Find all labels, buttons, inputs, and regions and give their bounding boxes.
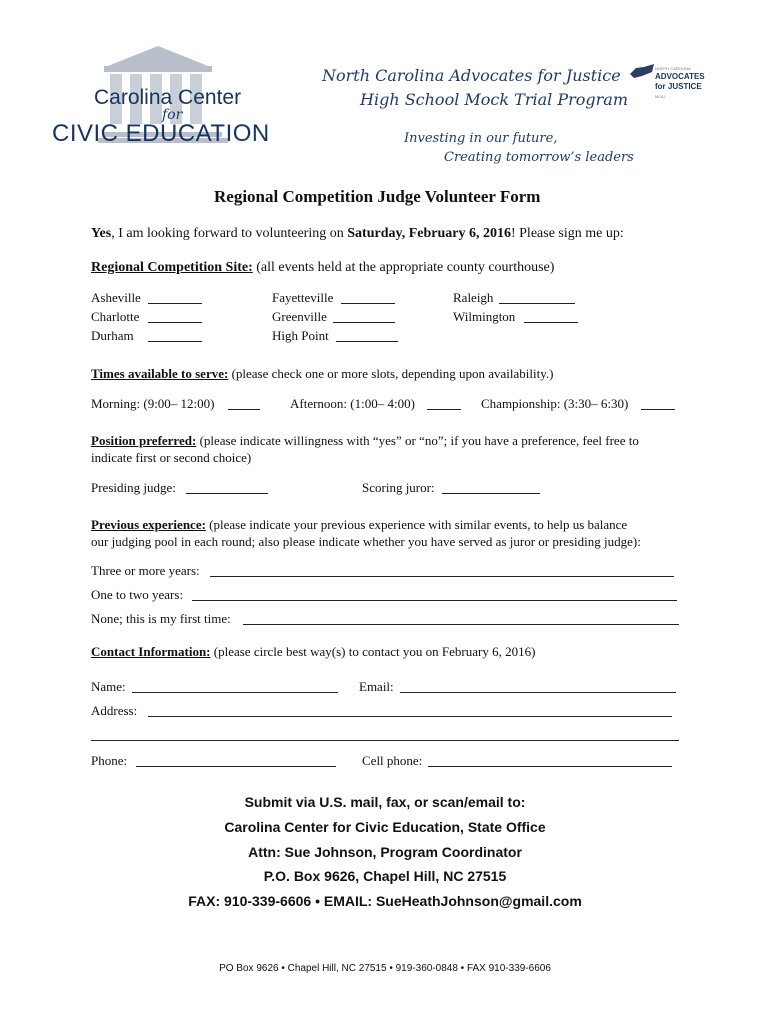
scoring-juror-field[interactable]: [442, 493, 540, 494]
site-high-point-label: High Point: [272, 328, 329, 343]
cell-phone-label: Cell phone:: [362, 753, 423, 768]
address-field-line-2[interactable]: [91, 740, 679, 741]
contact-note: (please circle best way(s) to contact you on February 6, 2016): [210, 644, 536, 659]
exp-three-label: Three or more years:: [91, 563, 200, 578]
intro-line: [91, 226, 624, 242]
ncaj-logo: [630, 56, 705, 112]
email-field[interactable]: [400, 692, 676, 693]
phone-field[interactable]: [136, 766, 336, 767]
cell-phone-field[interactable]: [428, 766, 672, 767]
contact-heading: Contact Information:: [91, 644, 211, 659]
site-high-point-field[interactable]: [336, 341, 398, 342]
address-field[interactable]: [148, 716, 672, 717]
times-heading: Times available to serve:: [91, 366, 229, 381]
name-label: Name:: [91, 679, 126, 694]
time-championship-field[interactable]: [641, 409, 675, 410]
time-afternoon-field[interactable]: [427, 409, 461, 410]
submit-line-1: Submit via U.S. mail, fax, or scan/email to:: [244, 794, 526, 810]
exp-none-label: None; this is my first time:: [91, 611, 231, 626]
time-afternoon-label: Afternoon: (1:00– 4:00): [290, 396, 415, 411]
site-raleigh-label: Raleigh: [453, 290, 494, 305]
site-asheville-label: Asheville: [91, 290, 141, 305]
presiding-judge-label: Presiding judge:: [91, 480, 176, 495]
position-heading-line: [91, 433, 639, 449]
logo-line2: for: [162, 107, 183, 123]
site-durham-label: Durham: [91, 328, 134, 343]
intro-date: Saturday, February 6, 2016: [347, 226, 511, 241]
submit-line-5: FAX: 910-339-6606 • EMAIL: SueHeathJohnson@gmail.com: [188, 893, 582, 909]
logo-line1: Carolina Center: [94, 86, 242, 109]
site-raleigh-field[interactable]: [499, 303, 575, 304]
contact-heading-line: [91, 644, 535, 660]
experience-heading-line: [91, 517, 627, 533]
site-heading: Regional Competition Site:: [91, 260, 253, 275]
intro-mid: , I am looking forward to volunteering on: [111, 226, 348, 241]
tagline-1: Investing in our future,: [404, 131, 558, 146]
address-label: Address:: [91, 703, 138, 718]
presiding-judge-field[interactable]: [186, 493, 268, 494]
program-name: High School Mock Trial Program: [360, 90, 628, 109]
time-championship-label: Championship: (3:30– 6:30): [481, 396, 629, 411]
site-wilmington-field[interactable]: [524, 322, 578, 323]
position-note-1: (please indicate willingness with “yes” or “no”; if you have a preference, feel free to: [196, 433, 639, 448]
time-morning-field[interactable]: [228, 409, 260, 410]
carolina-center-logo: [52, 40, 288, 148]
phone-label: Phone:: [91, 753, 128, 768]
times-heading-line: [91, 366, 553, 382]
name-field[interactable]: [132, 692, 338, 693]
site-fayetteville-label: Fayetteville: [272, 290, 334, 305]
badge-small: NCAJ: [655, 94, 666, 99]
exp-three-field[interactable]: [210, 576, 674, 577]
site-greenville-field[interactable]: [333, 322, 395, 323]
intro-yes: Yes: [91, 226, 112, 241]
exp-none-field[interactable]: [243, 624, 679, 625]
site-asheville-field[interactable]: [148, 303, 202, 304]
position-note-2: indicate first or second choice): [91, 450, 252, 465]
footer-address: PO Box 9626 • Chapel Hill, NC 27515 • 919-360-0848 • FAX 910-339-6606: [219, 963, 551, 974]
badge-bot: for JUSTICE: [655, 82, 702, 91]
intro-end: ! Please sign me up:: [510, 226, 624, 241]
site-greenville-label: Greenville: [272, 309, 327, 324]
time-morning-label: Morning: (9:00– 12:00): [91, 396, 215, 411]
tagline-2: Creating tomorrow’s leaders: [444, 150, 634, 165]
form-title: Regional Competition Judge Volunteer Form: [214, 187, 541, 206]
site-fayetteville-field[interactable]: [341, 303, 395, 304]
times-note: (please check one or more slots, depending upon availability.): [228, 366, 554, 381]
position-heading: Position preferred:: [91, 433, 197, 448]
experience-note-2: our judging pool in each round; also please indicate whether you have served as juror or presiding judge):: [91, 534, 641, 549]
submit-line-2: Carolina Center for Civic Education, State Office: [224, 819, 546, 835]
badge-mid: ADVOCATES: [655, 72, 705, 81]
site-charlotte-label: Charlotte: [91, 309, 140, 324]
exp-one-two-label: One to two years:: [91, 587, 184, 602]
submit-line-4: P.O. Box 9626, Chapel Hill, NC 27515: [263, 868, 507, 884]
site-charlotte-field[interactable]: [148, 322, 202, 323]
badge-top: NORTH CAROLINA: [655, 66, 691, 71]
experience-note-1: (please indicate your previous experience with similar events, to help us balance: [205, 517, 628, 532]
scoring-juror-label: Scoring juror:: [362, 480, 435, 495]
nc-state-icon: [630, 64, 654, 78]
logo-line3: CIVIC EDUCATION: [52, 120, 270, 147]
experience-heading: Previous experience:: [91, 517, 206, 532]
site-heading-line: [91, 260, 554, 276]
submit-line-3: Attn: Sue Johnson, Program Coordinator: [248, 844, 522, 860]
exp-one-two-field[interactable]: [192, 600, 677, 601]
site-note: (all events held at the appropriate county courthouse): [252, 260, 555, 275]
site-wilmington-label: Wilmington: [453, 309, 516, 324]
email-label: Email:: [359, 679, 394, 694]
site-durham-field[interactable]: [148, 341, 202, 342]
org-name: North Carolina Advocates for Justice: [322, 66, 621, 85]
